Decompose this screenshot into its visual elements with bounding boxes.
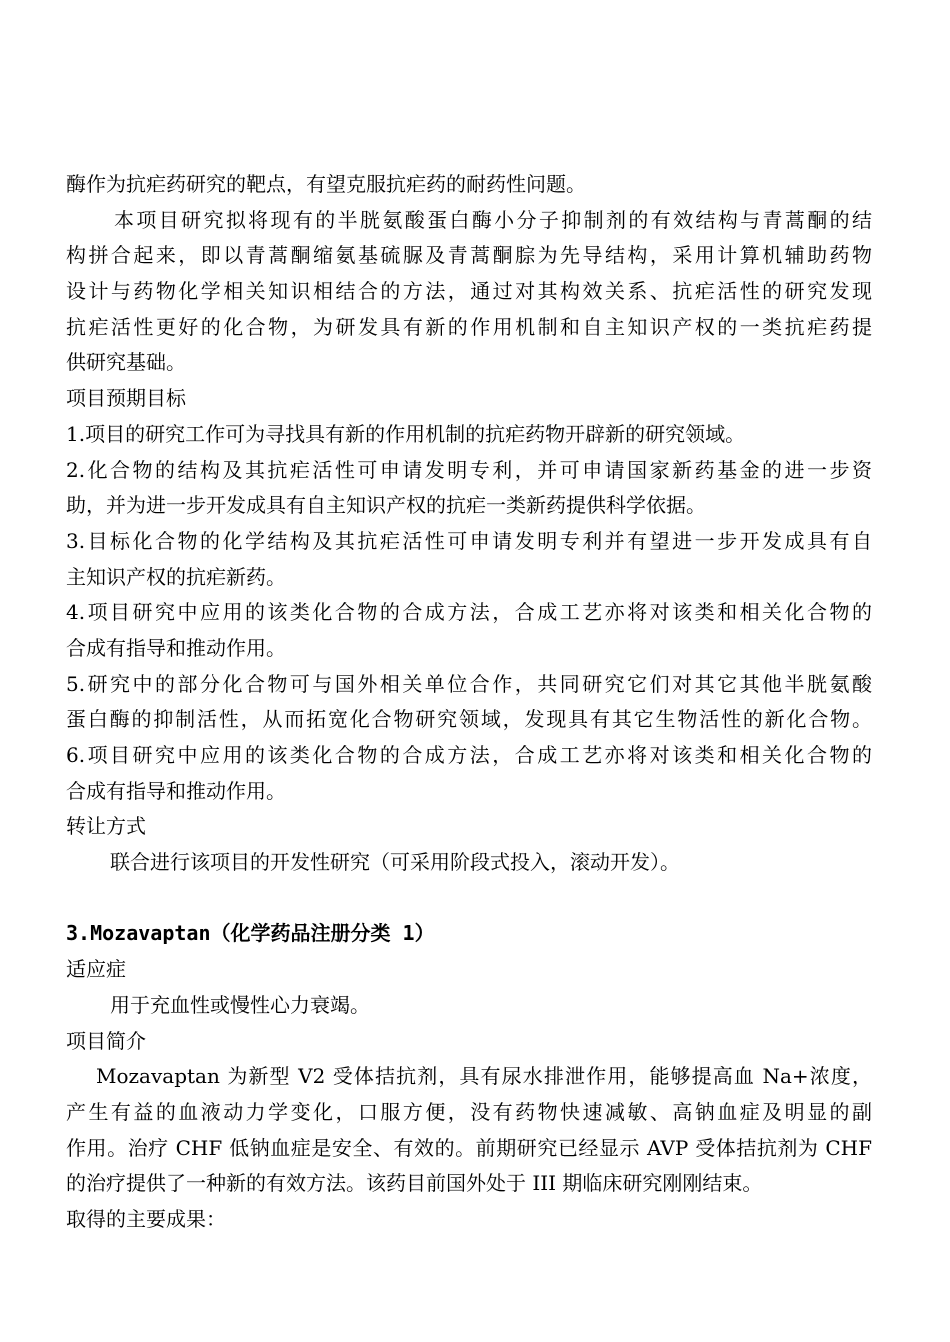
list-item bbox=[66, 417, 872, 453]
list-item-line: 合成有指导和推动作用。 bbox=[66, 635, 286, 660]
list-item-line: 2.化合物的结构及其抗疟活性可申请发明专利，并可申请国家新药基金的进一步资 bbox=[66, 457, 872, 482]
list-item-line: 蛋白酶的抑制活性，从而拓宽化合物研究领域，发现具有其它生物活性的新化合物。 bbox=[66, 707, 872, 732]
paragraph-line: Mozavaptan 为新型 V2 受体拮抗剂，具有尿水排泄作用，能够提高血 Na+浓度， bbox=[96, 1064, 872, 1089]
list-item-line: 3.目标化合物的化学结构及其抗疟活性可申请发明专利并有望进一步开发成具有自 bbox=[66, 528, 872, 553]
list-item-line: 主知识产权的抗疟新药。 bbox=[66, 564, 286, 589]
indication-text: 用于充血性或慢性心力衰竭。 bbox=[110, 992, 370, 1017]
list-item bbox=[66, 453, 872, 524]
section-heading-mozavaptan: 3.Mozavaptan（化学药品注册分类 1） bbox=[66, 921, 435, 946]
paragraph-line: 作用。治疗 CHF 低钠血症是安全、有效的。前期研究已经显示 AVP 受体拮抗剂为 CHF bbox=[66, 1135, 872, 1160]
list-item bbox=[66, 667, 872, 738]
section-title-transfer: 转让方式 bbox=[66, 814, 146, 839]
document-page bbox=[66, 167, 872, 1238]
section-title-goals: 项目预期目标 bbox=[66, 386, 186, 411]
paragraph-line: 本项目研究拟将现有的半胱氨酸蛋白酶小分子抑制剂的有效结构与青蒿酮的结 bbox=[114, 207, 872, 232]
paragraph-line: 设计与药物化学相关知识相结合的方法，通过对其构效关系、抗疟活性的研究发现 bbox=[66, 279, 872, 304]
section-title-results: 取得的主要成果： bbox=[66, 1206, 226, 1231]
section-title-indication: 适应症 bbox=[66, 957, 126, 982]
list-item-line: 助，并为进一步开发成具有自主知识产权的抗疟一类新药提供科学依据。 bbox=[66, 493, 706, 518]
intro-paragraph bbox=[66, 1059, 872, 1202]
paragraph-line: 的治疗提供了一种新的有效方法。该药目前国外处于 III 期临床研究刚刚结束。 bbox=[66, 1171, 763, 1196]
goals-list bbox=[66, 417, 872, 810]
paragraph-line: 产生有益的血液动力学变化，口服方便，没有药物快速减敏、高钠血症及明显的副 bbox=[66, 1099, 872, 1124]
list-item bbox=[66, 524, 872, 595]
list-item-line: 合成有指导和推动作用。 bbox=[66, 778, 286, 803]
paragraph-line: 构拼合起来，即以青蒿酮缩氨基硫脲及青蒿酮腙为先导结构，采用计算机辅助药物 bbox=[66, 243, 872, 268]
list-item bbox=[66, 738, 872, 809]
list-item-line: 5.研究中的部分化合物可与国外相关单位合作，共同研究它们对其它其他半胱氨酸 bbox=[66, 671, 872, 696]
list-item-line: 4.项目研究中应用的该类化合物的合成方法，合成工艺亦将对该类和相关化合物的 bbox=[66, 600, 872, 625]
list-item-line: 1.项目的研究工作可为寻找具有新的作用机制的抗疟药物开辟新的研究领域。 bbox=[66, 421, 746, 446]
blank-line bbox=[66, 881, 872, 917]
paragraph-line: 供研究基础。 bbox=[66, 350, 186, 375]
list-item-line: 6.项目研究中应用的该类化合物的合成方法，合成工艺亦将对该类和相关化合物的 bbox=[66, 743, 872, 767]
list-item bbox=[66, 595, 872, 666]
transfer-text: 联合进行该项目的开发性研究（可采用阶段式投入，滚动开发）。 bbox=[110, 850, 680, 875]
paragraph-line: 抗疟活性更好的化合物，为研发具有新的作用机制和自主知识产权的一类抗疟药提 bbox=[66, 314, 872, 339]
project-description-paragraph bbox=[66, 203, 872, 381]
section-title-intro: 项目简介 bbox=[66, 1028, 146, 1053]
paragraph-line: 酶作为抗疟药研究的靶点，有望克服抗疟药的耐药性问题。 bbox=[66, 172, 586, 196]
